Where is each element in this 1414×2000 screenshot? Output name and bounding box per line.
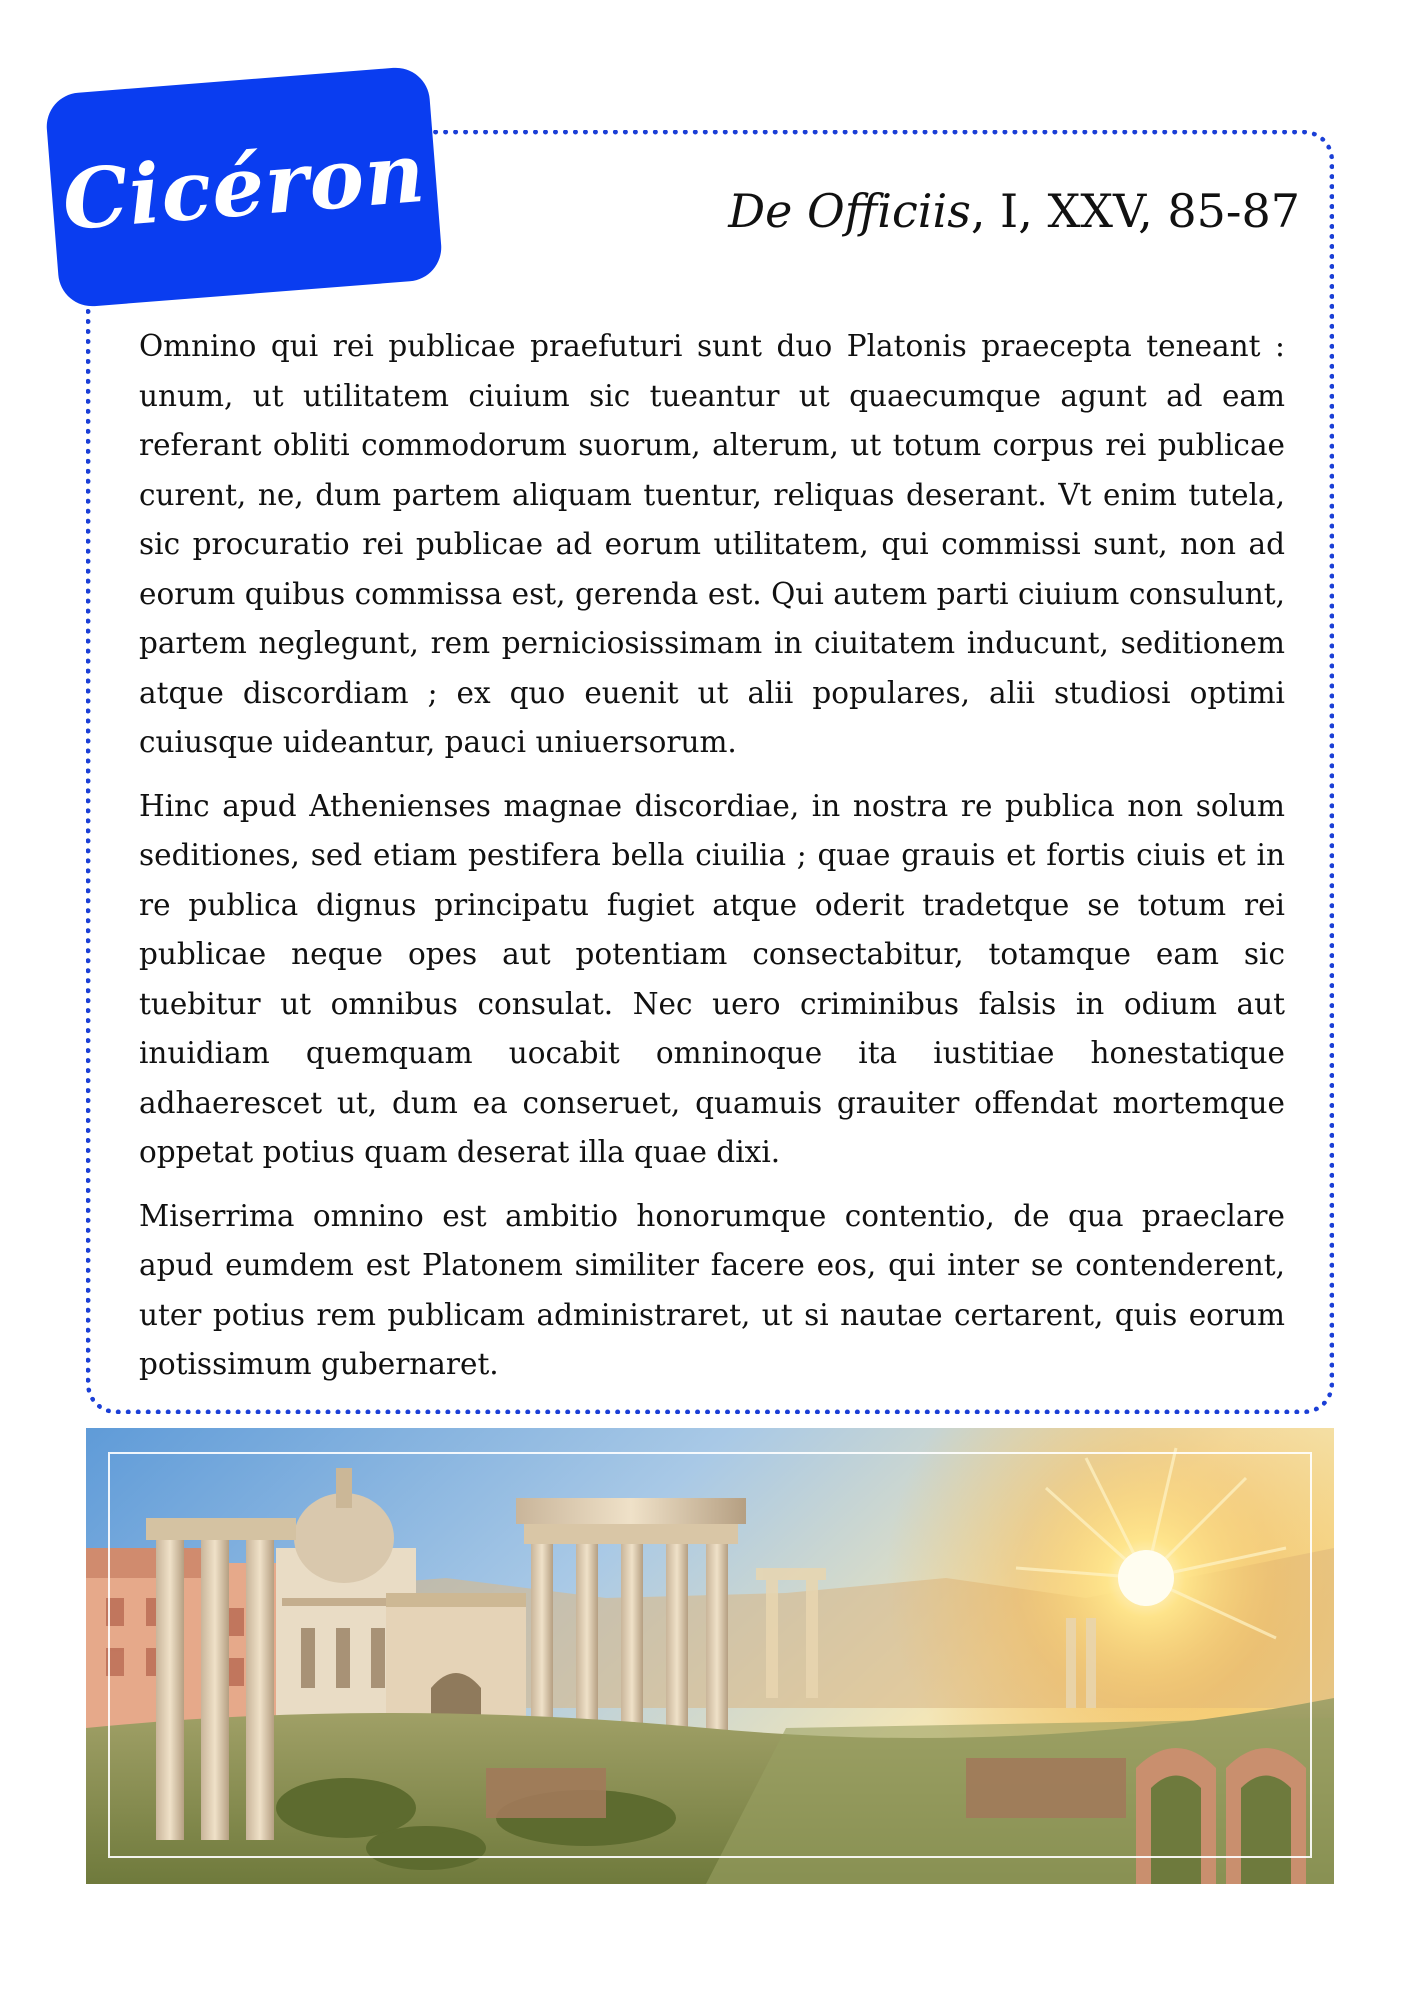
roman-forum-photo [86, 1428, 1334, 1884]
author-tag [44, 65, 444, 308]
paragraph-3: Miserrima omnino est ambitio honorumque contentio, de qua praeclare apud eumdem est Platonem similiter facere eos, qui inter se contenderent, uter potius rem publicam administraret, ut si nautae certarent, quis eorum potissimum gubernaret. [139, 1198, 1285, 1381]
latin-text [139, 322, 1285, 1404]
work-reference: , I, XXV, 85-87 [970, 184, 1300, 238]
work-title [728, 184, 1300, 238]
paragraph-2: Hinc apud Athenienses magnae discordiae, in nostra re publica non solum seditiones, sed etiam pestifera bella ciuilia ; quae grauis et fortis ciuis et in re publica dignus principatu fugiet atque oderit tradetque se totum rei publicae neque opes aut potentiam consectabitur, totamque eam sic tuebitur ut omnibus consulat. Nec uero criminibus falsis in odium aut inuidiam quemquam uocabit omninoque ita iustitiae honestatique adhaerescet ut, dum ea conseruet, quamuis grauiter offendat mortemque oppetat potius quam deserat illa quae dixi. [139, 788, 1285, 1169]
paragraph-1: Omnino qui rei publicae praefuturi sunt duo Platonis praecepta teneant : unum, ut utilitatem ciuium sic tueantur ut quaecumque agunt ad eam referant obliti commodorum suorum, alterum, ut totum corpus rei publicae curent, ne, dum partem aliquam tuentur, reliquas deserant. Vt enim tutela, sic procuratio rei publicae ad eorum utilitatem, qui commissi sunt, non ad eorum quibus commissa est, gerenda est. Qui autem parti ciuium consulunt, partem neglegunt, rem perniciosissimam in ciuitatem inducunt, seditionem atque discordiam ; ex quo euenit ut alii populares, alii studiosi optimi cuiusque uideantur, pauci uniuersorum. [139, 329, 1285, 759]
author-name: Cicéron [59, 124, 429, 250]
roman-forum-illustration [86, 1428, 1334, 1884]
work-title-italic: De Officiis [728, 184, 971, 238]
